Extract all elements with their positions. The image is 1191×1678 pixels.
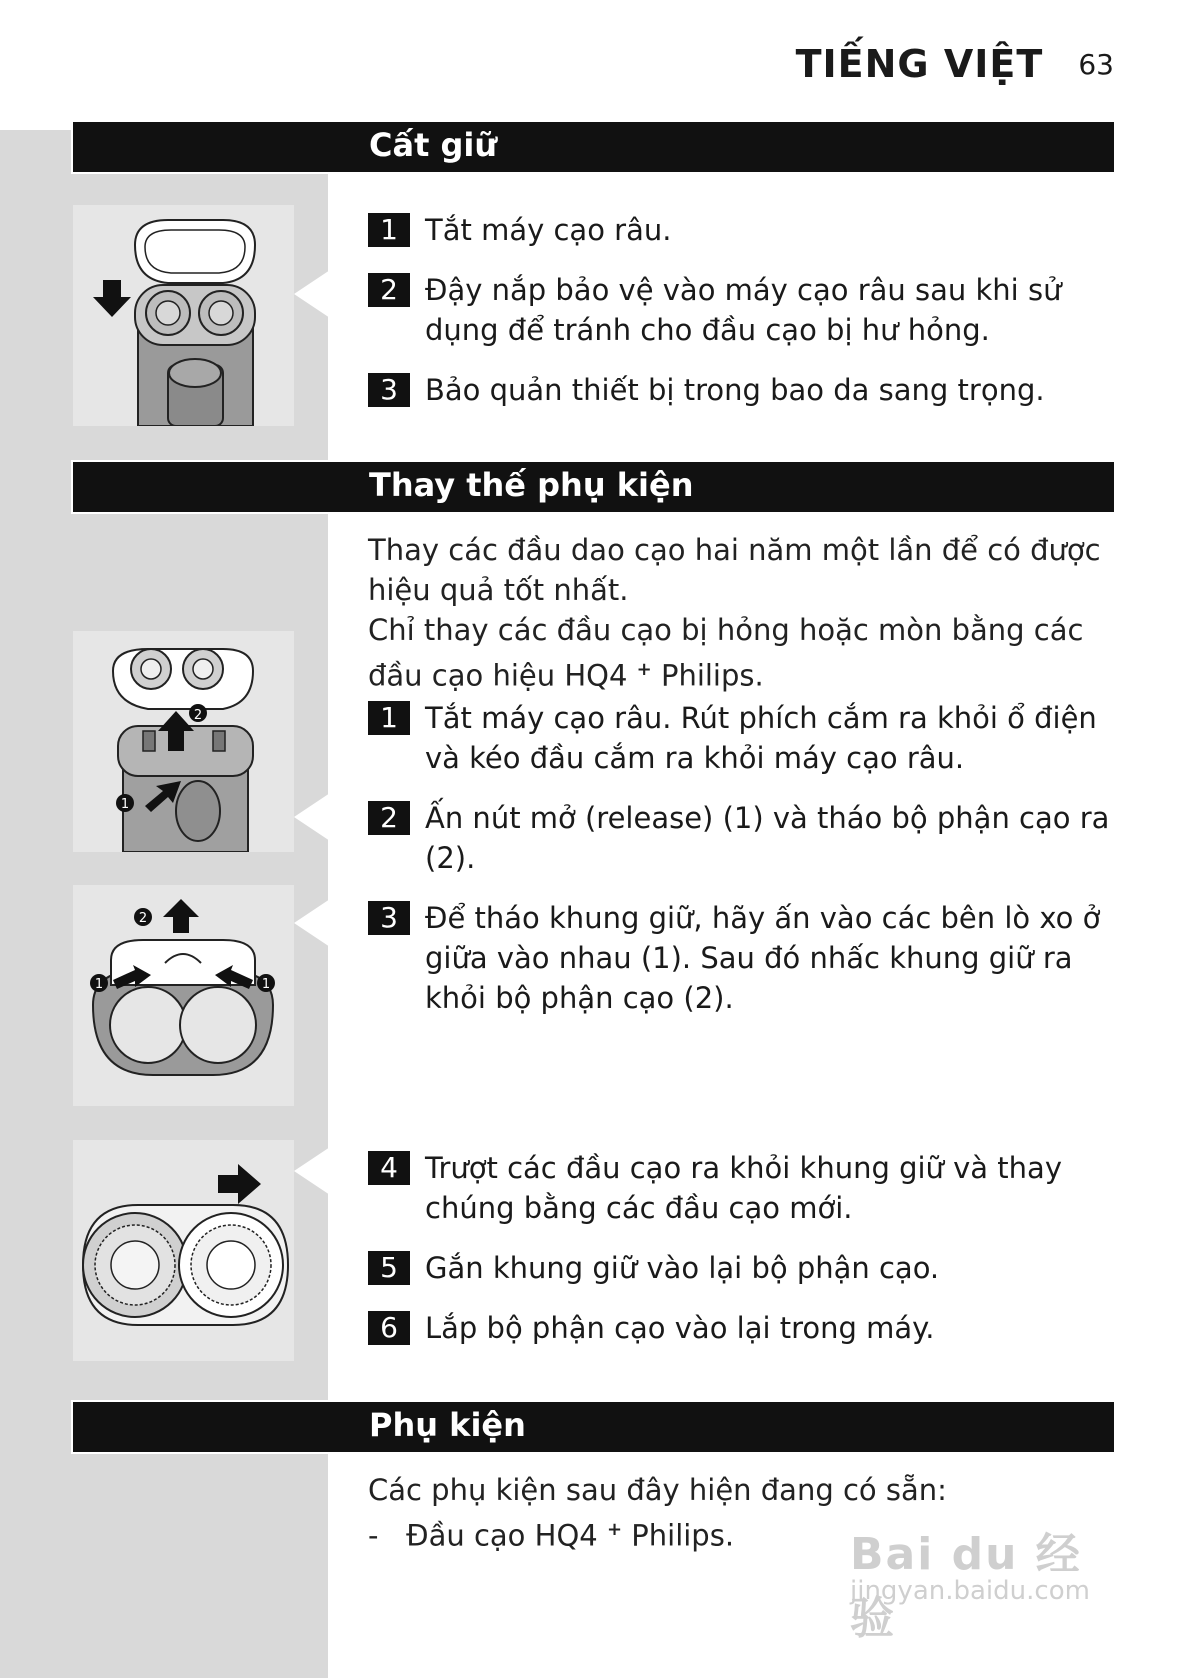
step-number: 5: [368, 1251, 410, 1285]
replacement-step-6: [368, 1308, 1118, 1348]
watermark-url: jingyan.baidu.com: [850, 1576, 1090, 1606]
step-text: Trượt các đầu cạo ra khỏi khung giữ và thay chúng bằng các đầu cạo mới.: [425, 1151, 1062, 1225]
section-bar-replacement: [73, 462, 1114, 512]
step-text: Đậy nắp bảo vệ vào máy cạo râu sau khi sử dụng để tránh cho đầu cạo bị hư hỏng.: [425, 273, 1062, 347]
section-bar-accessories: [73, 1402, 1114, 1452]
language-heading: TIẾNG VIỆT: [795, 42, 1044, 86]
step-number: 6: [368, 1311, 410, 1345]
step-number: 3: [368, 373, 410, 407]
section-title-replacement: Thay thế phụ kiện: [369, 466, 694, 504]
step-text: Để tháo khung giữ, hãy ấn vào các bên lò xo ở giữa vào nhau (1). Sau đó nhấc khung giữ ra khỏi bộ phận cạo (2).: [425, 901, 1101, 1015]
replacement-intro-2: [368, 610, 1118, 696]
section-bar-storage: [73, 122, 1114, 172]
accessories-intro: Các phụ kiện sau đây hiện đang có sẵn:: [368, 1473, 947, 1507]
storage-step-3: [368, 370, 1118, 410]
storage-step-1: [368, 210, 1118, 250]
replacement-step-5: [368, 1248, 1118, 1288]
shaving-unit-removal-illustration: [73, 631, 294, 852]
shaver-cap-illustration: [73, 205, 294, 426]
section-title-storage: Cất giữ: [369, 126, 498, 164]
section-title-accessories: Phụ kiện: [369, 1406, 526, 1444]
figure-pointer: [294, 1147, 330, 1195]
step-number: 3: [368, 901, 410, 935]
step-text: Tắt máy cạo râu. Rút phích cắm ra khỏi ổ điện và kéo đầu cắm ra khỏi máy cạo râu.: [425, 701, 1097, 775]
plus-sign: +: [606, 1519, 623, 1540]
accessory-item-suffix: Philips.: [631, 1518, 735, 1553]
figure-label-2: 2: [193, 708, 203, 723]
step-number: 4: [368, 1151, 410, 1185]
step-number: 2: [368, 801, 410, 835]
step-text: Gắn khung giữ vào lại bộ phận cạo.: [425, 1251, 940, 1285]
step-text: Tắt máy cạo râu.: [425, 213, 672, 247]
page-header: [0, 42, 1114, 90]
page-number: 63: [1078, 47, 1114, 81]
figure-pointer: [294, 270, 330, 318]
figure-label-1: 1: [94, 977, 104, 992]
step-text: Lắp bộ phận cạo vào lại trong máy.: [425, 1311, 935, 1345]
figure-label-2: 2: [138, 911, 148, 926]
figure-label-1: 1: [261, 977, 271, 992]
plus-sign: +: [636, 659, 652, 680]
step-number: 1: [368, 213, 410, 247]
replacement-step-2: [368, 798, 1118, 878]
storage-step-2: [368, 270, 1118, 350]
watermark-brand: Bai du 经验: [850, 1529, 1082, 1644]
baidu-watermark: [850, 1518, 1120, 1644]
replacement-step-4: [368, 1148, 1118, 1228]
figure-remove-shaving-unit: [73, 631, 294, 852]
figure-pointer: [294, 793, 330, 841]
figure-remove-retaining-frame: [73, 885, 294, 1106]
replacement-step-1: [368, 698, 1118, 778]
accessory-item-prefix: - Đầu cạo HQ4: [368, 1518, 598, 1553]
step-text: Bảo quản thiết bị trong bao da sang trọng.: [425, 373, 1045, 407]
replacement-intro: [368, 530, 1118, 696]
figure-pointer: [294, 899, 330, 947]
step-number: 1: [368, 701, 410, 735]
figure-replace-shaving-heads: [73, 1140, 294, 1361]
shaving-heads-illustration: [73, 1140, 294, 1361]
intro-2-prefix: Chỉ thay các đầu cạo bị hỏng hoặc mòn bằng các đầu cạo hiệu HQ4: [368, 613, 1084, 693]
retaining-frame-illustration: [73, 885, 294, 1106]
figure-label-1: 1: [120, 797, 130, 812]
replacement-step-3: [368, 898, 1118, 1018]
figure-shaver-with-cap: [73, 205, 294, 426]
replacement-intro-1: Thay các đầu dao cạo hai năm một lần để có được hiệu quả tốt nhất.: [368, 533, 1101, 607]
step-number: 2: [368, 273, 410, 307]
step-text: Ấn nút mở (release) (1) và tháo bộ phận cạo ra (2).: [425, 801, 1110, 875]
intro-2-suffix: Philips.: [660, 658, 764, 693]
